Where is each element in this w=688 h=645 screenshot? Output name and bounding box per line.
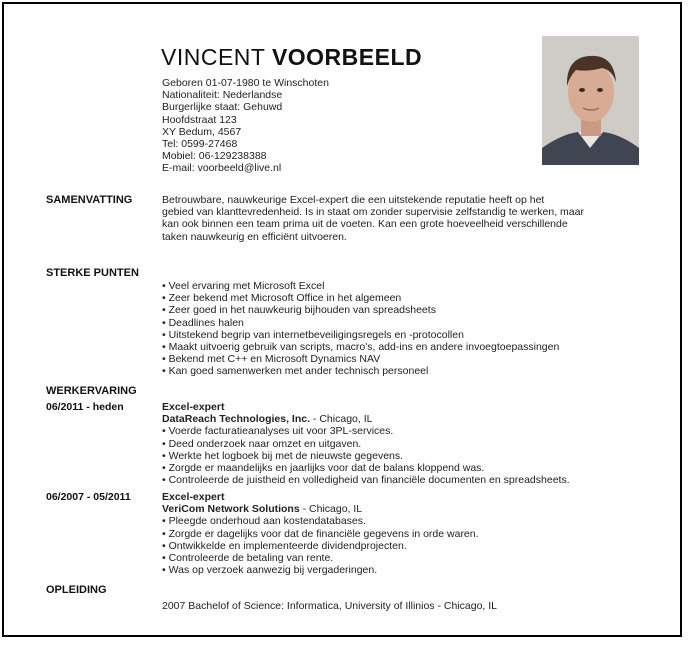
strengths-list <box>162 280 559 378</box>
job-dates: 06/2007 - 05/2011 <box>46 491 131 503</box>
last-name: VOORBEELD <box>271 44 423 70</box>
summary-text <box>162 194 584 243</box>
contact-mobile: Mobiel: 06-129238388 <box>162 150 267 163</box>
candidate-name <box>161 44 422 71</box>
strength-item: • Maakt uitvoerig gebruik van scripts, macro's, add-ins en andere invoegtoepassingen <box>162 341 559 353</box>
job-duty: • Ontwikkelde en implementeerde dividendprojecten. <box>162 540 479 552</box>
education-entry: 2007 Bachelof of Science: Informatica, University of Illinios - Chicago, IL <box>162 600 497 612</box>
job-duty: • Werkte het logboek bij met de nieuwste gegevens. <box>162 450 570 462</box>
resume-page <box>2 2 682 637</box>
profile-photo <box>542 36 639 165</box>
job-duty: • Controleerde de juistheid en volledigheid van financiële documenten en spreadsheets. <box>162 474 570 486</box>
contact-details <box>162 77 329 175</box>
job-duty: • Pleegde onderhoud aan kostendatabases. <box>162 515 479 527</box>
job-duty: • Deed onderzoek naar omzet en uitgaven. <box>162 438 570 450</box>
strength-item: • Veel ervaring met Microsoft Excel <box>162 280 559 292</box>
job-company-line <box>162 413 570 425</box>
strength-item: • Uitstekend begrip van internetbeveiligingsregels en -protocollen <box>162 329 559 341</box>
portrait-illustration <box>542 36 639 165</box>
company-name: VeriCom Network Solutions <box>162 503 300 516</box>
job-company-line <box>162 503 479 515</box>
job-title: Excel-expert <box>162 491 225 503</box>
job-duties <box>162 515 479 576</box>
job-title: Excel-expert <box>162 401 225 413</box>
contact-street: Hoofdstraat 123 <box>162 113 237 126</box>
contact-city: XY Bedum, 4567 <box>162 125 242 138</box>
strength-item: • Bekend met C++ en Microsoft Dynamics NAV <box>162 353 559 365</box>
summary-line: kan ook binnen een team prima uit de voeten. Kan een grote hoeveelheid verschillende <box>162 218 568 231</box>
contact-nationality: Nationaliteit: Nederlandse <box>162 89 283 102</box>
summary-line: Betrouwbare, nauwkeurige Excel-expert die een uitstekende reputatie heeft op het <box>162 194 545 206</box>
job-duty: • Controleerde de betaling van rente. <box>162 552 479 564</box>
job-duties <box>162 425 570 486</box>
strength-item: • Kan goed samenwerken met ander technisch personeel <box>162 365 559 377</box>
contact-marital-status: Burgerlijke staat: Gehuwd <box>162 101 283 114</box>
job-dates: 06/2011 - heden <box>46 401 124 413</box>
company-name: DataReach Technologies, Inc. <box>162 413 311 426</box>
company-location: - Chicago, IL <box>310 413 373 426</box>
first-name: VINCENT <box>161 44 266 70</box>
job-duty: • Voerde facturatieanalyses uit voor 3PL-services. <box>162 425 570 437</box>
section-title-education: OPLEIDING <box>46 584 107 596</box>
contact-birth: Geboren 01-07-1980 te Winschoten <box>162 77 329 89</box>
strength-item: • Deadlines halen <box>162 317 559 329</box>
strength-item: • Zeer bekend met Microsoft Office in het algemeen <box>162 292 559 304</box>
contact-phone: Tel: 0599-27468 <box>162 138 238 151</box>
job-entry <box>162 401 570 486</box>
section-title-strengths: STERKE PUNTEN <box>46 267 139 279</box>
strength-item: • Zeer goed in het nauwkeurig bijhouden van spreadsheets <box>162 304 559 316</box>
contact-email: E-mail: voorbeeld@live.nl <box>162 162 282 175</box>
company-location: - Chicago, IL <box>299 503 363 516</box>
summary-line: gebied van klanttevredenheid. Is in staat om zonder supervisie zelfstandig te werken, maar <box>162 206 584 219</box>
job-entry <box>162 491 479 576</box>
section-title-experience: WERKERVARING <box>46 385 137 397</box>
job-duty: • Zorgde er dagelijks voor dat de financiële gegevens in orde waren. <box>162 528 479 540</box>
job-duty: • Was op verzoek aanwezig bij vergaderingen. <box>162 564 479 576</box>
job-duty: • Zorgde er maandelijks en jaarlijks voor dat de balans kloppend was. <box>162 462 570 474</box>
summary-line: taken nauwkeurig en efficiënt uitvoeren. <box>162 230 347 243</box>
section-title-summary: SAMENVATTING <box>46 194 133 206</box>
